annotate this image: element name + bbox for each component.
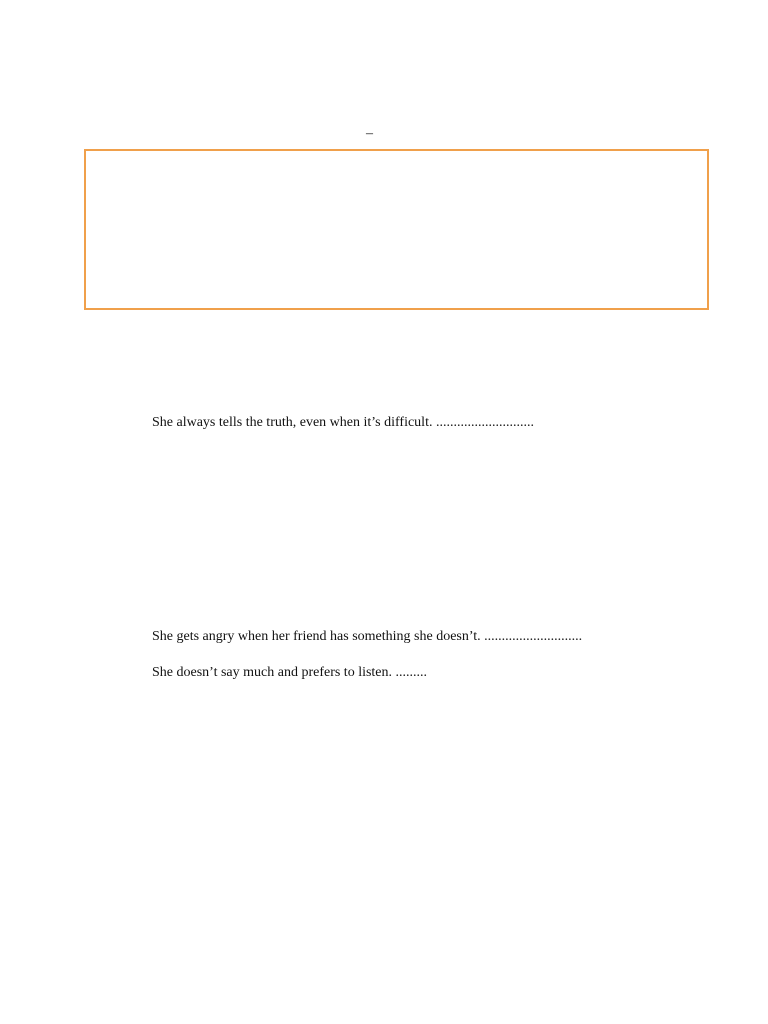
sentence-3: She doesn’t say much and prefers to listen. ......... — [152, 665, 428, 680]
sentence-2: She gets angry when her friend has something she doesn’t. ............................ — [152, 629, 583, 644]
title-dash: – — [366, 126, 373, 141]
sentence-1: She always tells the truth, even when it’s difficult. ............................ — [152, 415, 534, 430]
word-bank-box — [84, 149, 709, 310]
